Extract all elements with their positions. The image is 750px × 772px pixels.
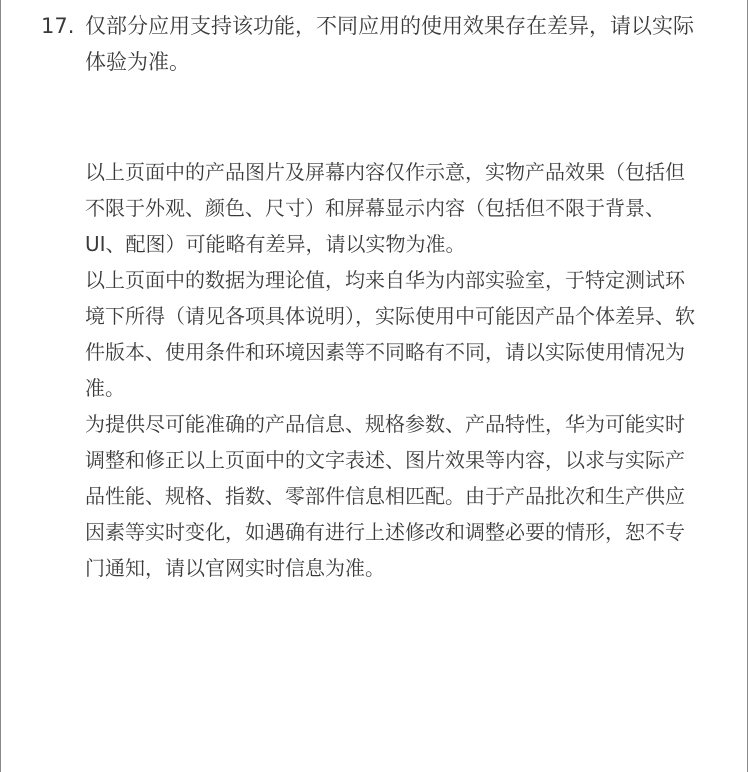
footnote-number: 17. xyxy=(41,14,75,38)
disclaimer-paragraph-data: 以上页面中的数据为理论值，均来自华为内部实验室，于特定测试环境下所得（请见各项具体说明），实际使用中可能因产品个体差异、软件版本、使用条件和环境因素等不同略有不同，请以实际使用情况为准。 xyxy=(85,268,695,400)
disclaimer-block xyxy=(85,154,695,586)
footnote-item-17 xyxy=(41,8,701,80)
disclaimer-paragraph-updates: 为提供尽可能准确的产品信息、规格参数、产品特性，华为可能实时调整和修正以上页面中的文字表述、图片效果等内容，以求与实际产品性能、规格、指数、零部件信息相匹配。由于产品批次和生产供应因素等实时变化，如遇确有进行上述修改和调整必要的情形，恕不专门通知，请以官网实时信息为准。 xyxy=(85,412,685,580)
footnote-text: 仅部分应用支持该功能，不同应用的使用效果存在差异，请以实际体验为准。 xyxy=(85,14,694,74)
disclaimer-paragraph-images: 以上页面中的产品图片及屏幕内容仅作示意，实物产品效果（包括但不限于外观、颜色、尺寸）和屏幕显示内容（包括但不限于背景、UI、配图）可能略有差异，请以实物为准。 xyxy=(85,160,685,256)
